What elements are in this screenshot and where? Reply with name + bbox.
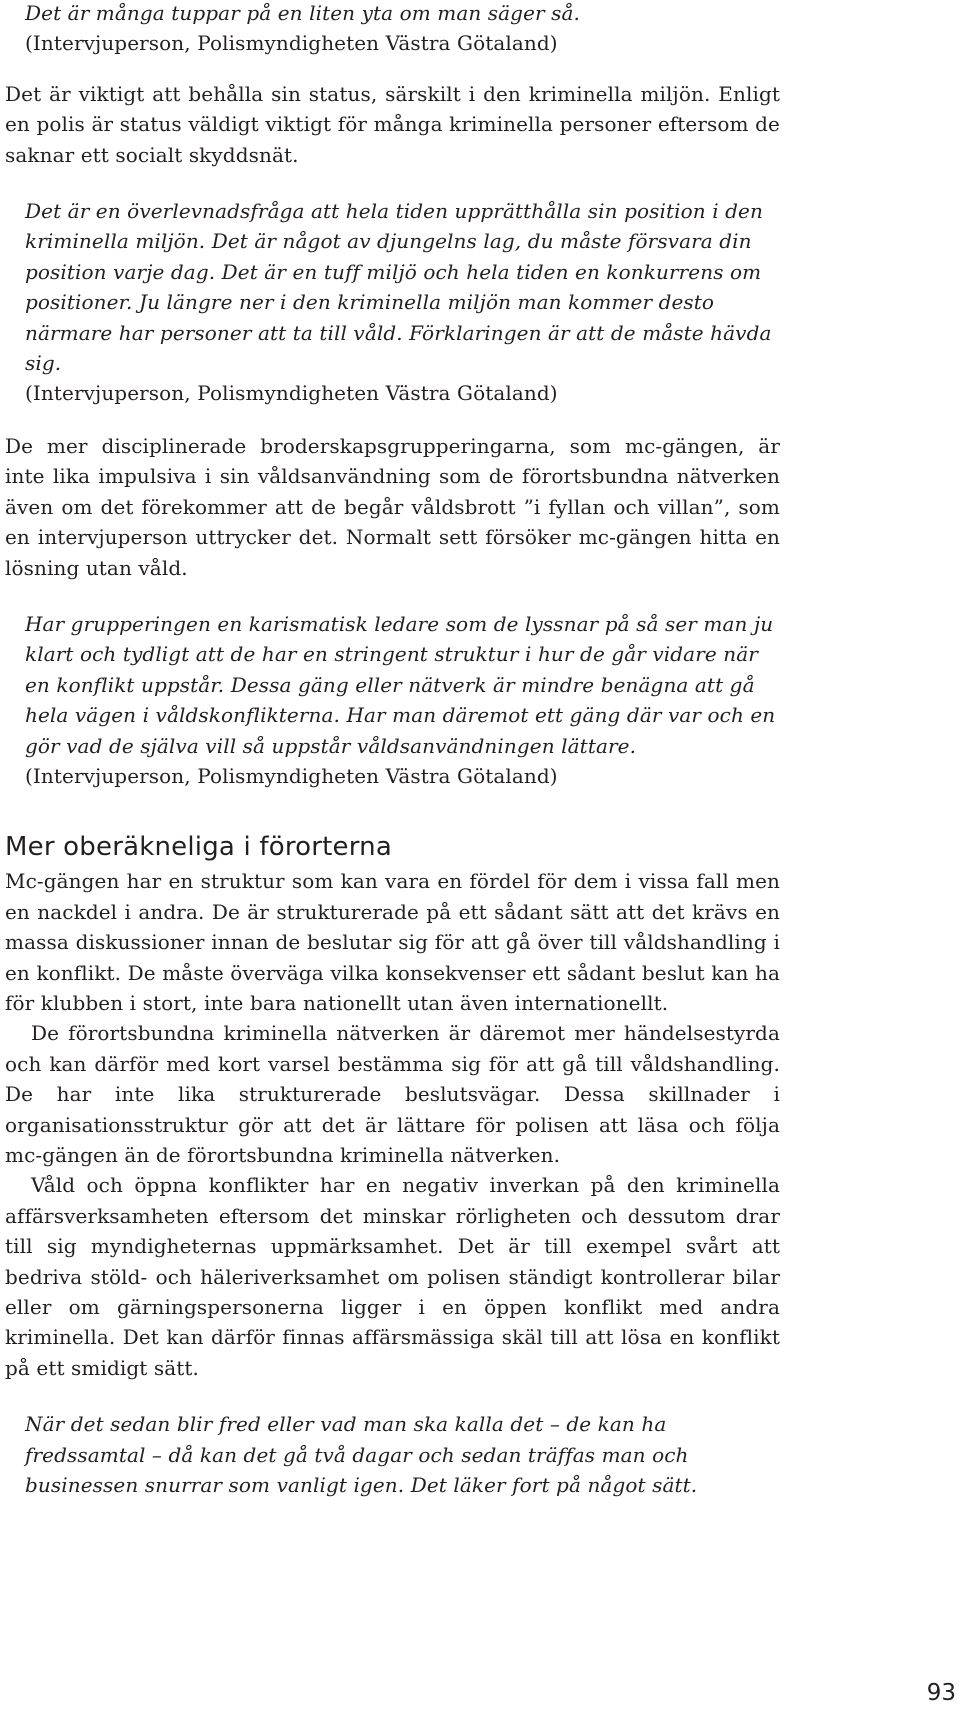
- body-paragraph: Det är viktigt att behålla sin status, särskilt i den kriminella miljön. Enligt en polis är status väldigt viktigt för många kriminella personer eftersom de saknar ett socialt skyddsnät.: [5, 81, 780, 167]
- body-paragraph: De mer disciplinerade broderskapsgrupperingarna, som mc-gängen, är inte lika impulsiva i sin våldsanvändning som de förortsbundna nätverken även om det förekommer att de begår våldsbrott ”i fyllan och villan”, som en intervjuperson uttrycker det. Normalt sett försöker mc-gängen hitta en lösning utan våld.: [5, 433, 780, 580]
- section-heading: Mer oberäkneliga i förorterna: [5, 832, 392, 863]
- quote-attribution: (Intervjuperson, Polismyndigheten Västra Götaland): [25, 763, 558, 788]
- page-number: 93: [926, 1680, 956, 1706]
- quote-attribution: (Intervjuperson, Polismyndigheten Västra Götaland): [25, 381, 558, 406]
- interview-quote: Det är många tuppar på en liten yta om man säger så.: [25, 1, 580, 25]
- document-page: [5, 0, 780, 1500]
- interview-quote: Det är en överlevnadsfråga att hela tiden upprätthålla sin position i den kriminella miljön. Det är något av djungelns lag, du måste försvara din position varje dag. Det är en tuff miljö och hela tiden en konkurrens om positioner. Ju längre ner i den kriminella miljön man kommer desto närmare har personer att ta till våld. Förklaringen är att de måste hävda sig.: [25, 199, 772, 376]
- quote-block-1: [25, 0, 780, 59]
- section-paragraph: De förortsbundna kriminella nätverken är däremot mer händelsestyrda och kan därför med kort varsel bestämma sig för att gå till våldshandling. De har inte lika strukturerade beslutsvägar. Dessa skillnader i organisationsstruktur gör att det är lättare för polisen att läsa och följa mc-gängen än de förortsbundna kriminella nätverken.: [5, 1021, 780, 1167]
- quote-block-4: [25, 1409, 780, 1500]
- quote-attribution: (Intervjuperson, Polismyndigheten Västra Götaland): [25, 31, 558, 56]
- interview-quote: När det sedan blir fred eller vad man ska kalla det – de kan ha fredssamtal – då kan det gå två dagar och sedan träffas man och businessen snurrar som vanligt igen. Det läker fort på något sätt.: [25, 1412, 698, 1498]
- section-paragraph: Våld och öppna konflikter har en negativ inverkan på den kriminella affärsverksamheten eftersom det minskar rörligheten och dessutom drar till sig myndigheternas uppmärksamhet. Det är till exempel svårt att bedriva stöld- och häleriverksamhet om polisen ständigt kontrollerar bilar eller om gärningspersonerna ligger i en öppen konflikt med andra kriminella. Det kan därför finnas affärsmässiga skäl till att lösa en konflikt på ett smidigt sätt.: [5, 1173, 780, 1380]
- quote-block-3: [25, 609, 780, 791]
- quote-block-2: [25, 196, 780, 409]
- section-paragraph: Mc-gängen har en struktur som kan vara en fördel för dem i vissa fall men en nackdel i andra. De är strukturerade på ett sådant sätt att det krävs en massa diskussioner innan de beslutar sig för att gå över till våldshandling i en konflikt. De måste överväga vilka konsekvenser ett sådant beslut kan ha för klubben i stort, inte bara nationellt utan även internationellt.: [5, 869, 780, 1015]
- interview-quote: Har grupperingen en karismatisk ledare som de lyssnar på så ser man ju klart och tydligt att de har en stringent struktur i hur de går vidare när en konflikt uppstår. Dessa gäng eller nätverk är mindre benägna att gå hela vägen i våldskonflikterna. Har man däremot ett gäng där var och en gör vad de själva vill så uppstår våldsanvändningen lättare.: [25, 611, 776, 758]
